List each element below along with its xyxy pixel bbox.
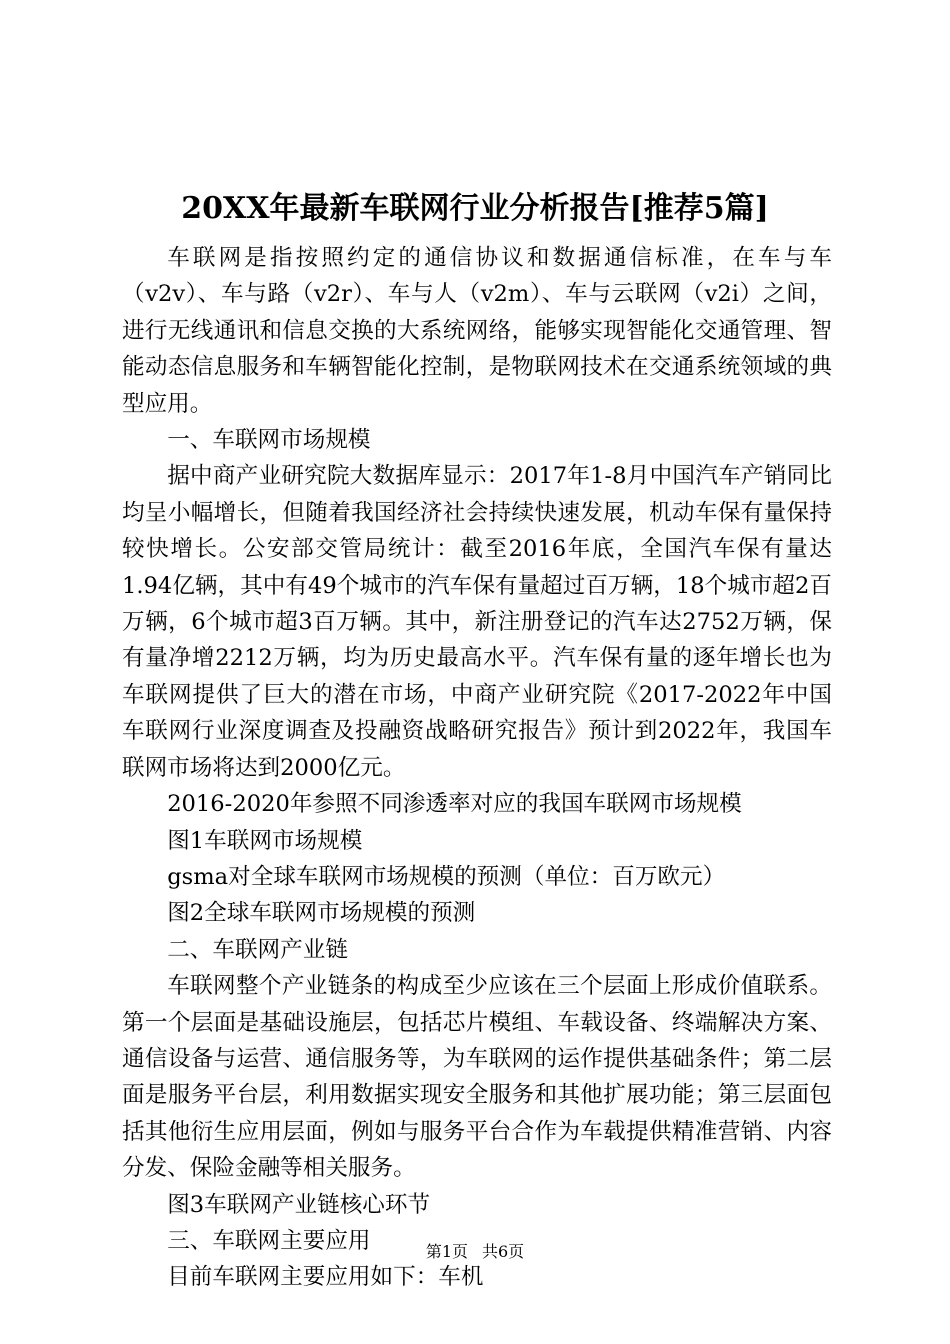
- caption-gsma-forecast: gsma对全球车联网市场规模的预测（单位：百万欧元）: [167, 863, 726, 890]
- page-total: 共6页: [482, 1242, 525, 1261]
- page-footer: [0, 1241, 950, 1263]
- page-number: 第1页: [425, 1242, 468, 1261]
- section-heading-applications: 三、车联网主要应用: [167, 1227, 371, 1254]
- paragraph-applications: 目前车联网主要应用如下：车机: [167, 1264, 484, 1291]
- section-heading-industry-chain: 二、车联网产业链: [167, 936, 348, 963]
- section-heading-market-size: 一、车联网市场规模: [167, 427, 371, 454]
- figure-caption-3: 图3车联网产业链核心环节: [167, 1191, 431, 1218]
- figure-caption-2: 图2全球车联网市场规模的预测: [167, 900, 476, 927]
- paragraph-industry-chain: 车联网整个产业链条的构成至少应该在三个层面上形成价值联系。第一个层面是基础设施层，包括芯片模组、车载设备、终端解决方案、通信设备与运营、通信服务等，为车联网的运作提供基础条件；第二层面是服务平台层，利用数据实现安全服务和其他扩展功能；第三层面包括其他衍生应用层面，例如与服务平台合作为车载提供精准营销、内容分发、保险金融等相关服务。: [122, 973, 832, 1182]
- caption-penetration-rate: 2016-2020年参照不同渗透率对应的我国车联网市场规模: [167, 791, 742, 818]
- document-title: 20XX年最新车联网行业分析报告[推荐5篇]: [181, 191, 769, 226]
- figure-caption-1: 图1车联网市场规模: [167, 827, 363, 854]
- paragraph-intro: 车联网是指按照约定的通信协议和数据通信标准，在车与车（v2v）、车与路（v2r）、车与人（v2m）、车与云联网（v2i）之间，进行无线通讯和信息交换的大系统网络，能够实现智能化交通管理、智能动态信息服务和车辆智能化控制，是物联网技术在交通系统领域的典型应用。: [122, 245, 832, 417]
- paragraph-market-size: 据中商产业研究院大数据库显示：2017年1-8月中国汽车产销同比均呈小幅增长，但随着我国经济社会持续快速发展，机动车保有量保持较快增长。公安部交管局统计：截至2016年底，全国汽车保有量达1.94亿辆，其中有49个城市的汽车保有量超过百万辆，18个城市超2百万辆，6个城市超3百万辆。其中，新注册登记的汽车达2752万辆，保有量净增2212万辆，均为历史最高水平。汽车保有量的逐年增长也为车联网提供了巨大的潜在市场，中商产业研究院《2017-2022年中国车联网行业深度调查及投融资战略研究报告》预计到2022年，我国车联网市场将达到2000亿元。: [122, 463, 832, 781]
- document-body: [122, 240, 832, 1296]
